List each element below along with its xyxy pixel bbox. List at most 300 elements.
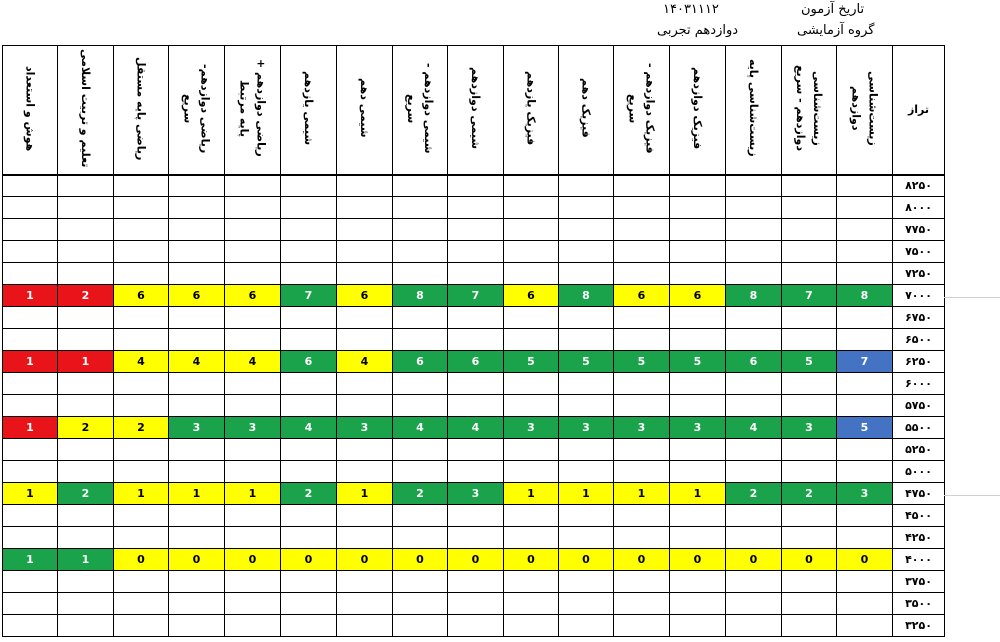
empty-cell [3, 527, 58, 549]
column-header-label: فیزیک دهم [579, 78, 593, 139]
empty-cell [281, 439, 337, 461]
score-cell: 1 [169, 483, 225, 505]
empty-cell [837, 307, 893, 329]
score-cell: 4 [169, 351, 225, 373]
empty-cell [169, 219, 225, 241]
empty-cell [393, 263, 448, 285]
empty-cell [393, 241, 448, 263]
table-row [3, 593, 945, 615]
empty-cell [393, 461, 448, 483]
exam-date-label: تاریخ آزمون [801, 2, 865, 17]
empty-cell [225, 373, 281, 395]
empty-cell [3, 219, 58, 241]
empty-cell [726, 439, 782, 461]
score-cell: 2 [114, 417, 169, 439]
level-cell: ۳۲۵۰ [893, 615, 945, 637]
empty-cell [448, 505, 504, 527]
column-header-label: فیزیک دوازدهم - سریع [626, 62, 657, 154]
score-cell: 3 [559, 417, 614, 439]
table-row [3, 505, 945, 527]
column-header [504, 46, 559, 175]
empty-cell [337, 527, 393, 549]
level-cell: ۵۷۵۰ [893, 395, 945, 417]
table-row [3, 615, 945, 637]
level-cell: ۶۲۵۰ [893, 351, 945, 373]
empty-cell [726, 307, 782, 329]
empty-cell [393, 615, 448, 637]
empty-cell [169, 329, 225, 351]
score-cell: 1 [337, 483, 393, 505]
empty-cell [670, 241, 726, 263]
empty-cell [782, 175, 837, 197]
empty-cell [559, 219, 614, 241]
empty-cell [114, 439, 169, 461]
score-cell: 3 [670, 417, 726, 439]
empty-cell [448, 307, 504, 329]
score-cell: 4 [337, 351, 393, 373]
empty-cell [448, 175, 504, 197]
empty-cell [504, 505, 559, 527]
empty-cell [837, 175, 893, 197]
empty-cell [3, 505, 58, 527]
empty-cell [559, 461, 614, 483]
column-header [782, 46, 837, 175]
score-cell: 0 [114, 549, 169, 571]
empty-cell [782, 439, 837, 461]
empty-cell [393, 175, 448, 197]
column-header-label: فیزیک دوازدهم [691, 67, 704, 150]
empty-cell [782, 571, 837, 593]
empty-cell [670, 505, 726, 527]
score-cell: 1 [614, 483, 670, 505]
column-header [225, 46, 281, 175]
empty-cell [169, 373, 225, 395]
empty-cell [169, 263, 225, 285]
column-header-label: زیست‌شناسی دوازدهم [849, 70, 880, 146]
empty-cell [670, 263, 726, 285]
empty-cell [3, 461, 58, 483]
score-cell: 0 [169, 549, 225, 571]
score-cell: 6 [726, 351, 782, 373]
empty-cell [225, 263, 281, 285]
score-cell: 6 [504, 285, 559, 307]
empty-cell [614, 307, 670, 329]
empty-cell [614, 241, 670, 263]
score-cell: 3 [782, 417, 837, 439]
table-row [3, 263, 945, 285]
score-cell: 4 [225, 351, 281, 373]
empty-cell [58, 461, 114, 483]
table-row [3, 527, 945, 549]
score-cell: 4 [393, 417, 448, 439]
empty-cell [726, 593, 782, 615]
empty-cell [559, 197, 614, 219]
empty-cell [726, 615, 782, 637]
empty-cell [614, 505, 670, 527]
empty-cell [58, 219, 114, 241]
column-header-label: شیمی یازدهم [302, 71, 315, 146]
empty-cell [281, 373, 337, 395]
empty-cell [114, 307, 169, 329]
empty-cell [504, 373, 559, 395]
table-row [3, 241, 945, 263]
empty-cell [58, 615, 114, 637]
empty-cell [169, 175, 225, 197]
table-row [3, 329, 945, 351]
empty-cell [670, 527, 726, 549]
level-cell: ۶۵۰۰ [893, 329, 945, 351]
empty-cell [3, 439, 58, 461]
table-row [3, 373, 945, 395]
empty-cell [3, 307, 58, 329]
empty-cell [837, 373, 893, 395]
empty-cell [559, 263, 614, 285]
empty-cell [337, 197, 393, 219]
empty-cell [670, 373, 726, 395]
empty-cell [169, 505, 225, 527]
empty-cell [726, 461, 782, 483]
score-cell: 2 [58, 285, 114, 307]
empty-cell [782, 527, 837, 549]
column-header [114, 46, 169, 175]
score-cell: 6 [114, 285, 169, 307]
empty-cell [169, 197, 225, 219]
empty-cell [782, 373, 837, 395]
table-row [3, 175, 945, 197]
empty-cell [225, 219, 281, 241]
score-cell: 6 [169, 285, 225, 307]
column-header [169, 46, 225, 175]
empty-cell [504, 197, 559, 219]
empty-cell [726, 329, 782, 351]
empty-cell [670, 439, 726, 461]
empty-cell [337, 505, 393, 527]
score-cell: 1 [3, 417, 58, 439]
empty-cell [281, 615, 337, 637]
score-cell: 7 [837, 351, 893, 373]
score-cell: 1 [225, 483, 281, 505]
empty-cell [614, 615, 670, 637]
empty-cell [726, 571, 782, 593]
empty-cell [837, 329, 893, 351]
score-cell: 1 [3, 351, 58, 373]
score-cell: 3 [837, 483, 893, 505]
empty-cell [726, 505, 782, 527]
empty-cell [448, 395, 504, 417]
empty-cell [337, 307, 393, 329]
empty-cell [614, 461, 670, 483]
table-row [3, 285, 945, 307]
table-row [3, 483, 945, 505]
level-cell: ۵۲۵۰ [893, 439, 945, 461]
empty-cell [114, 505, 169, 527]
empty-cell [559, 241, 614, 263]
empty-cell [782, 395, 837, 417]
score-cell: 2 [58, 483, 114, 505]
empty-cell [114, 241, 169, 263]
empty-cell [448, 329, 504, 351]
empty-cell [393, 395, 448, 417]
score-cell: 1 [670, 483, 726, 505]
score-cell: 5 [559, 351, 614, 373]
empty-cell [58, 175, 114, 197]
column-header [614, 46, 670, 175]
empty-cell [614, 197, 670, 219]
empty-cell [670, 395, 726, 417]
empty-cell [3, 593, 58, 615]
score-cell: 3 [225, 417, 281, 439]
score-cell: 6 [337, 285, 393, 307]
score-cell: 6 [393, 351, 448, 373]
table-row [3, 351, 945, 373]
score-cell: 6 [614, 285, 670, 307]
score-cell: 2 [393, 483, 448, 505]
empty-cell [58, 571, 114, 593]
table-row [3, 549, 945, 571]
empty-cell [670, 593, 726, 615]
empty-cell [225, 439, 281, 461]
empty-cell [782, 307, 837, 329]
empty-cell [225, 175, 281, 197]
empty-cell [504, 241, 559, 263]
empty-cell [169, 241, 225, 263]
column-header [726, 46, 782, 175]
empty-cell [169, 461, 225, 483]
empty-cell [337, 615, 393, 637]
empty-cell [58, 329, 114, 351]
empty-cell [58, 439, 114, 461]
table-row [3, 417, 945, 439]
empty-cell [281, 593, 337, 615]
column-header-label: زیست‌شناسی دوازدهم - سریع [794, 65, 824, 152]
empty-cell [726, 219, 782, 241]
table-row [3, 461, 945, 483]
empty-cell [281, 461, 337, 483]
empty-cell [448, 593, 504, 615]
empty-cell [114, 197, 169, 219]
score-cell: 1 [58, 351, 114, 373]
score-cell: 7 [448, 285, 504, 307]
empty-cell [169, 593, 225, 615]
score-cell: 0 [614, 549, 670, 571]
empty-cell [448, 241, 504, 263]
empty-cell [337, 461, 393, 483]
empty-cell [837, 439, 893, 461]
score-cell: 0 [337, 549, 393, 571]
empty-cell [281, 263, 337, 285]
empty-cell [393, 593, 448, 615]
empty-cell [559, 615, 614, 637]
score-cell: 5 [504, 351, 559, 373]
column-header-label: زیست‌شناسی پایه [747, 59, 760, 158]
empty-cell [670, 175, 726, 197]
empty-cell [670, 197, 726, 219]
column-header-label: هوش و استعداد [23, 65, 37, 151]
score-cell: 0 [448, 549, 504, 571]
level-cell: ۵۰۰۰ [893, 461, 945, 483]
empty-cell [225, 197, 281, 219]
empty-cell [169, 571, 225, 593]
empty-cell [448, 197, 504, 219]
level-cell: ۷۲۵۰ [893, 263, 945, 285]
empty-cell [670, 615, 726, 637]
table-row [3, 307, 945, 329]
empty-cell [114, 329, 169, 351]
exam-date-value: ۱۴۰۳۱۱۱۲ [663, 2, 719, 17]
score-cell: 3 [614, 417, 670, 439]
empty-cell [393, 373, 448, 395]
table-row [3, 439, 945, 461]
level-cell: ۷۷۵۰ [893, 219, 945, 241]
empty-cell [225, 571, 281, 593]
score-cell: 6 [448, 351, 504, 373]
score-cell: 2 [281, 483, 337, 505]
score-cell: 0 [670, 549, 726, 571]
empty-cell [3, 571, 58, 593]
empty-cell [337, 263, 393, 285]
empty-cell [782, 241, 837, 263]
empty-cell [726, 395, 782, 417]
empty-cell [281, 241, 337, 263]
empty-cell [559, 395, 614, 417]
level-cell: ۴۲۵۰ [893, 527, 945, 549]
table-body [3, 175, 945, 637]
empty-cell [281, 571, 337, 593]
empty-cell [726, 241, 782, 263]
level-cell: ۴۷۵۰ [893, 483, 945, 505]
empty-cell [782, 593, 837, 615]
score-cell: 1 [58, 549, 114, 571]
empty-cell [3, 263, 58, 285]
score-level-table [2, 45, 945, 637]
level-cell: ۳۷۵۰ [893, 571, 945, 593]
score-cell: 4 [448, 417, 504, 439]
score-cell: 4 [726, 417, 782, 439]
empty-cell [393, 219, 448, 241]
empty-cell [3, 373, 58, 395]
empty-cell [782, 197, 837, 219]
empty-cell [726, 197, 782, 219]
score-cell: 6 [281, 351, 337, 373]
empty-cell [837, 505, 893, 527]
column-header [58, 46, 114, 175]
empty-cell [169, 395, 225, 417]
column-header-label: ریاضی پایه مستقل [134, 56, 148, 160]
column-header [337, 46, 393, 175]
score-cell: 1 [504, 483, 559, 505]
score-cell: 0 [225, 549, 281, 571]
score-cell: 2 [726, 483, 782, 505]
empty-cell [114, 219, 169, 241]
empty-cell [58, 593, 114, 615]
row-extension-line [944, 297, 1000, 298]
level-cell: ۸۰۰۰ [893, 197, 945, 219]
empty-cell [58, 527, 114, 549]
empty-cell [614, 439, 670, 461]
empty-cell [169, 615, 225, 637]
row-extension-line [944, 495, 1000, 496]
score-cell: 0 [393, 549, 448, 571]
empty-cell [504, 461, 559, 483]
report-header [0, 0, 1000, 45]
empty-cell [393, 527, 448, 549]
empty-cell [448, 571, 504, 593]
empty-cell [837, 219, 893, 241]
score-cell: 3 [169, 417, 225, 439]
empty-cell [393, 197, 448, 219]
score-cell: 0 [504, 549, 559, 571]
empty-cell [782, 505, 837, 527]
empty-cell [448, 263, 504, 285]
empty-cell [559, 373, 614, 395]
empty-cell [559, 571, 614, 593]
level-cell: ۴۰۰۰ [893, 549, 945, 571]
empty-cell [837, 263, 893, 285]
empty-cell [114, 175, 169, 197]
empty-cell [114, 571, 169, 593]
empty-cell [58, 373, 114, 395]
column-header-label: شیمی دهم [358, 78, 371, 139]
empty-cell [58, 197, 114, 219]
empty-cell [837, 395, 893, 417]
score-cell: 3 [448, 483, 504, 505]
empty-cell [782, 615, 837, 637]
level-cell: ۷۰۰۰ [893, 285, 945, 307]
score-cell: 2 [58, 417, 114, 439]
score-cell: 1 [3, 285, 58, 307]
empty-cell [559, 593, 614, 615]
empty-cell [225, 307, 281, 329]
empty-cell [58, 505, 114, 527]
empty-cell [559, 329, 614, 351]
level-cell: ۸۲۵۰ [893, 175, 945, 197]
column-header-label: تعلیم و تربیت اسلامی [79, 49, 92, 168]
empty-cell [504, 175, 559, 197]
empty-cell [337, 241, 393, 263]
empty-cell [3, 175, 58, 197]
empty-cell [114, 395, 169, 417]
empty-cell [448, 527, 504, 549]
column-header-label: فیزیک یازدهم [524, 71, 538, 146]
exam-group-label: گروه آزمایشی [797, 23, 875, 38]
score-cell: 0 [782, 549, 837, 571]
empty-cell [225, 241, 281, 263]
empty-cell [559, 175, 614, 197]
empty-cell [614, 395, 670, 417]
column-header [393, 46, 448, 175]
empty-cell [504, 439, 559, 461]
score-cell: 8 [393, 285, 448, 307]
score-cell: 0 [559, 549, 614, 571]
empty-cell [670, 461, 726, 483]
empty-cell [3, 395, 58, 417]
empty-cell [614, 571, 670, 593]
empty-cell [448, 373, 504, 395]
empty-cell [281, 175, 337, 197]
empty-cell [670, 219, 726, 241]
score-cell: 5 [782, 351, 837, 373]
empty-cell [670, 307, 726, 329]
level-column-header: تراز [893, 46, 945, 175]
column-header [3, 46, 58, 175]
table-header-row [3, 46, 945, 175]
empty-cell [169, 439, 225, 461]
empty-cell [225, 527, 281, 549]
empty-cell [281, 329, 337, 351]
score-cell: 5 [837, 417, 893, 439]
level-cell: ۵۵۰۰ [893, 417, 945, 439]
empty-cell [782, 219, 837, 241]
